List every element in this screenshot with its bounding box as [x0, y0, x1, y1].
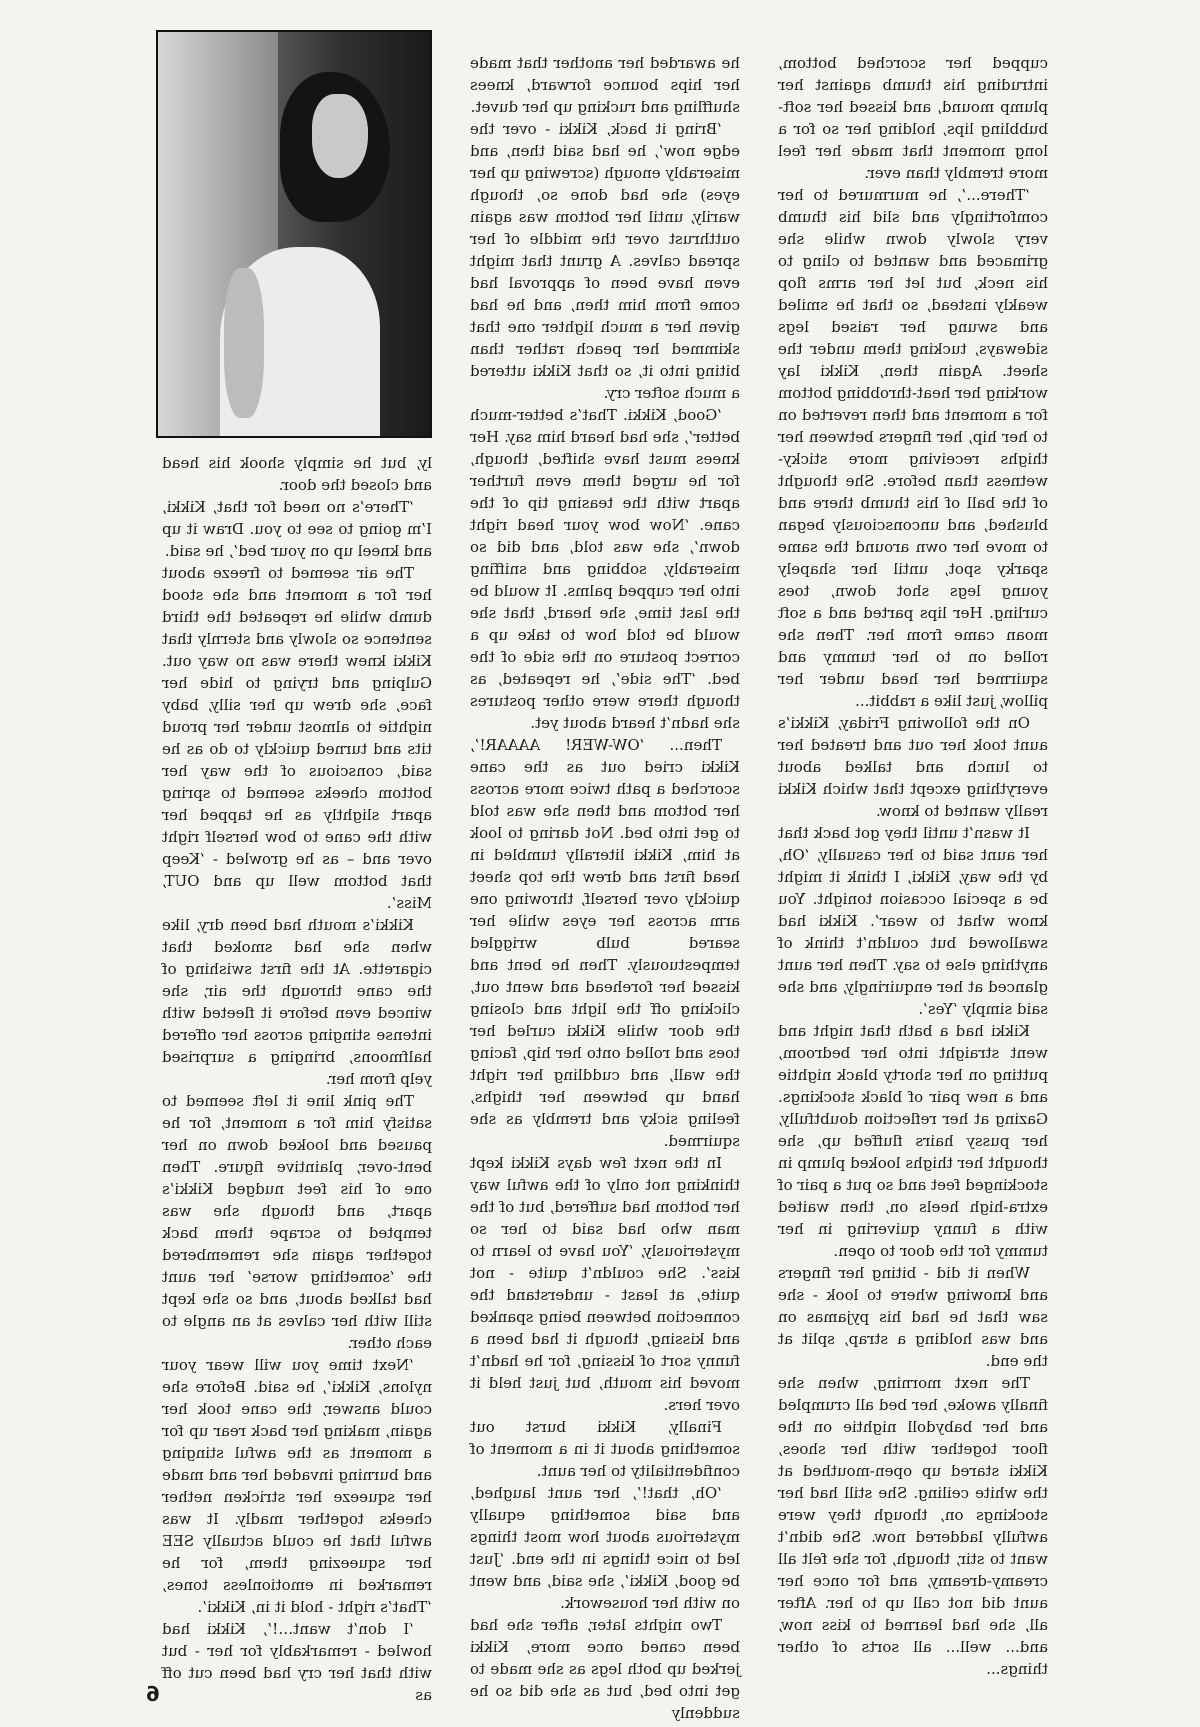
paragraph: Finally, Kikki burst out something about it in a moment of confidentiality to her aunt. [470, 1418, 740, 1480]
photograph [156, 30, 432, 438]
paragraph: ‘Bring it back, Kikki - over the edge now’, he had said then, and miserably enough (screwing up her eyes) she had done so, though warily, until her bottom was again outthrust over the middle of her spread calves. A grunt that might even have been of approval had come from him then, and he had given her a much lighter one that skimmed her peach rather than biting into it, so that Kikki uttered a much softer cry. [469, 120, 740, 402]
photo-arm [224, 268, 264, 418]
photo-face [312, 94, 368, 178]
paragraph: ‘Good, Kikki. That’s better-much better’, she had heard him say. Her knees must have shifted, though, for he urged them even further apart with the teasing tip of the cane. ‘Now bow your head right down’, she was told, and did so miserably, sobbing and sniffing into her cupped palms. It would be the last time, she heard, that she would be told how to take up a correct posture on the side of the bed. ‘The side’, he repeated, as though there were other postures she hadn’t heard about yet. [470, 406, 740, 732]
paragraph: ly, but he simply shook his head and closed the door. [162, 454, 432, 494]
paragraph: On the following Friday, Kikki’s aunt took her out and treated her to lunch and talked about everything except that which Kikki really wanted to know. [778, 714, 1048, 820]
paragraph: Two nights later, after she had been caned once more, Kikki jerked up both legs as she made to get into bed, but as she did so he suddenly [470, 1616, 740, 1722]
paragraph: The pink line it left seemed to satisfy him for a moment, for he paused and looked down on her bent-over, plaintive figure. Then one of his feet nudged Kikki’s apart, and though she was tempted to scrape them back together again she remembered the ‘something worse’ her aunt had talked about, and so she kept still with her calves at an angle to each other. [162, 1092, 432, 1352]
text-column-3 [162, 452, 432, 1706]
paragraph: ‘There’s no need for that, Kikki, I’m going to see to you. Draw it up and kneel up on your bed’, he said. [162, 498, 432, 560]
paragraph: ‘Oh, that!’, her aunt laughed, and said something equally mysterious about how most things led to nice things in the end. ‘Just be good, Kikki’, she said, and went on with her housework. [470, 1484, 740, 1612]
paragraph: ‘Next time you will wear your nylons, Kikki’, he said. Before she could answer, the cane took her again, making her back rear up for a moment as the awful stinging and burning invaded her and made her squeeze her stricken nether cheeks together madly. It was awful that he could actually SEE her squeezing them, for he remarked in emotionless tones, ‘That’s right - hold it in, Kikki’. [162, 1356, 432, 1616]
paragraph: The air seemed to freeze about her for a moment and she stood dumb while he repeated the third sentence so slowly and sternly that Kikki knew there was no way out. Gulping and trying to hide her face, she drew up her silly, baby nightie to almost under her proud tits and turned quickly to do as he said, conscious of the way her bottom cheeks seemed to spring apart slightly as he tapped her with the cane to bow herself right over and – as he growled - ‘Keep that bottom well up and OUT, Miss’. [162, 564, 432, 912]
paragraph: ‘There...’, he murmured to her comfortingly and slid his thumb very slowly down while she grimaced and wanted to cling to his neck, but let her arms flop weakly instead, so that he smiled and swung her raised legs sideways, tucking them under the sheet. Again then, Kikki lay working her heat-throbbing bottom for a moment and then reverted on to her hip, her fingers between her thighs receiving more sticky-wetness than before. She thought of the ball of his thumb there and blushed, and unconsciously began to move her own around the same sparky spot, until her shapely young legs shot down, toes curling. Her lips parted and a soft moan came from her. Then she rolled on to her tummy and squirmed her head under her pillow, just like a rabbit... [778, 186, 1048, 710]
text-column-2 [470, 52, 740, 1724]
paragraph: he awarded her another that made her hips bounce forward, knees shuffling and rucking up her duvet. [470, 54, 740, 116]
paragraph: Kikki had a bath that night and went straight into her bedroom, putting on her shorty black nightie and a new pair of black stockings. Gazing at her reflection doubtfully, her pussy hairs fluffed up, she thought her thighs looked plump in stockinged feet and so put a pair of extra-high heels on, then waited with a funny quivering in her tummy for the door to open. [778, 1022, 1048, 1260]
page-number: 6 [146, 1682, 160, 1706]
paragraph: Kikki’s mouth had been dry, like when she had smoked that cigarette. At the first swishing of the cane through the air, she winced even before it fleeted with intense stinging across her offered halfmoons, bringing a surprised yelp from her. [162, 916, 432, 1088]
paragraph: When it did - biting her fingers and knowing where to look - she saw that he had his pyjamas on and was holding a strap, split at the end. [778, 1264, 1048, 1370]
paragraph: Then... ‘OW-WER! AAAAR!’, Kikki cried out as the cane scorched a path twice more across her bottom and then she was told to get into bed. Not daring to look at him, Kikki literally tumbled in head first and drew the top sheet quickly over herself, throwing one arm across her eyes while her seared bulb wriggled tempestuously. Then he bent and kissed her forehead and went out, clicking off the light and closing the door while Kikki curled her toes and rolled onto her hip, facing the wall, and cuddling her right hand up between her thighs, feeling sicky and trembly as she squirmed. [470, 736, 740, 1150]
paragraph: cupped her scorched bottom, intruding his thumb against her plump mound, and kissed her soft-bubbling lips, holding her so for a long moment that made her feel more trembly than ever. [778, 54, 1048, 182]
text-column-1 [778, 52, 1048, 1680]
paragraph: In the next few days Kikki kept thinking not only of the awful way her bottom had suffered, but of the man who had said to her so mysteriously, ‘You have to learn to kiss’. She couldn’t quite - not quite, at least - understand the connection between being spanked and kissing, though it had been a funny sort of kissing, for he hadn’t moved his mouth, but just held it over hers. [470, 1154, 740, 1414]
paragraph: ‘I don’t want…!’, Kikki had howled - remarkably for her - but with that her cry had been cut off as [162, 1620, 432, 1704]
paragraph: The next morning, when she finally awoke, her bed all crumpled and her babydoll nightie on the floor together with her shoes, Kikki stared up open-mouthed at the white ceiling. She still had her stockings on, though they were awfully laddered now. She didn’t want to stir, though, for she felt all creamy-dreamy, and for once her aunt did not call up to her. After all, she had learned to kiss now, and... well... all sorts of other things... [778, 1374, 1048, 1678]
paragraph: It wasn’t until they got back that her aunt said to her casually, ‘Oh, by the way, Kikki, I think it might be a special occasion tonight. You know what to wear’. Kikki had swallowed but couldn’t think of anything else to say. Then her aunt glanced at her enquiringly, and she said simply ‘Yes’. [778, 824, 1048, 1018]
